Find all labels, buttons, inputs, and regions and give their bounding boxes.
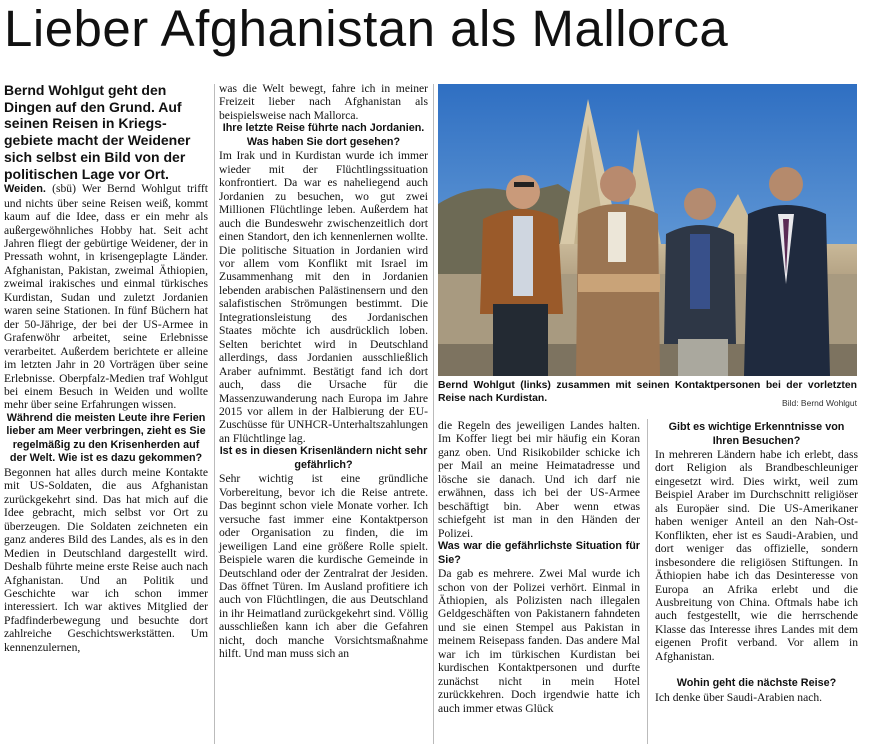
headline: Lieber Afghanistan als Mallorca (4, 0, 729, 57)
body-text: (sbü) Wer Bernd Wohlgut trifft und nichts über seine Reisen weiß, kommt kaum auf die Idee, dass er ein mehr als außergewöhnliches Hobby hat. Seit acht Jahren fliegt der gebürtige Weidener, der in Pressath wohnt, in krisengeplagte Länder. Afghanistan, Pakistan, zweimal Äthiopien, zweimal irakisches und einmal türkisches Kurdistan, Sudan und zuletzt Jordanien waren seine Stationen. In fünf Büchern hat der 50-Jährige, der bei der US-Armee in Grafenwöhr arbeitet, seine Erlebnisse verarbeitet. Außerdem berichtete er alleine im letzten Jahr in 20 Vorträgen über seine Erlebnisse. Oberpfalz-Medien traf Wohlgut bei einem Besuch in Weiden und wollte mehr über seine Erfahrungen wissen. (4, 182, 208, 412)
interview-question: Ist es in diesen Krisenländern nicht sehr gefährlich? (219, 445, 428, 471)
answer-paragraph: was die Welt bewegt, fahre ich in meiner Freizeit lieber nach Afghanistan als beispielsweise nach Mallorca. (219, 82, 428, 122)
column-divider (433, 84, 434, 744)
column-divider (647, 419, 648, 744)
article-column-1 (4, 82, 208, 654)
photo-caption: Bernd Wohlgut (links) zusammen mit seinen Kontaktpersonen bei der vorletzten Reise nach Kurdistan. (438, 380, 857, 404)
interview-question: Wohin geht die nächste Reise? (676, 677, 837, 690)
kurdistan-group-photo (438, 84, 857, 376)
answer-paragraph: die Regeln des jeweiligen Landes halten. Im Koffer liegt bei mir häufig ein Koran ganz oben. Und Risikobilder schicke ich per Mail an meine Heimatadresse und lösche sie danach. Und ich darf nie erwähnen, dass ich bei der US-Armee beschäftigt bin. Aber wenn etwas schiefgeht ist man in den Händen der Polizei. (438, 419, 640, 540)
article-column-4 (655, 419, 858, 704)
answer-paragraph: Begonnen hat alles durch meine Kontakte mit US-Soldaten, die aus Afghanistan zurückgekehrt sind. Das hat mich auf die Idee gebracht, mich selbst vor Ort zu überzeugen. Die Soldaten zeichneten ein ganz anderes Bild des Landes, als es in den Medien in Deutschland dargestellt wird. Deshalb führte meine erste Reise auch nach Afghanistan. Und an Politik und Geschichte war ich schon immer interessiert. Ich war aktives Mitglied der Pfadfinderbewegung und besuchte dort zahlreiche Geschichtswerkstätten. Um kennenzulernen, (4, 465, 208, 654)
dateline: Weiden. (4, 183, 46, 196)
photo-credit: Bild: Bernd Wohlgut (782, 398, 857, 408)
answer-paragraph: In mehreren Ländern habe ich erlebt, dass dort Religion als Brandbeschleuniger eingesetzt wird. Dies wirkt, weil zum Beispiel Araber im Durchschnitt religiöser als Europäer sind. Die US-Amerikaner haben weniger Anteil an den Nah-Ost-Konflikten, eher ist es Saudi-Arabien, und dort weniger das offizielle, sondern insbesondere die religiösen Stiftungen. In Äthiopien habe ich das Desinteresse von Europa an Afrika erlebt und die Ausbreitung von China. Oftmals habe ich auch festgestellt, wie die herrschende Klasse das Interesse ihres Landes mit dem eigenen Profit verband. Vor allem in Afghanistan. (655, 448, 858, 663)
interview-question: Während die meisten Leute ihre Ferien lieber am Meer verbringen, zieht es Sie regelmäßig zu den Krisenherden auf der Welt. Wie ist es dazu gekommen? (6, 411, 206, 465)
answer-paragraph: Sehr wichtig ist eine gründliche Vorbereitung, bevor ich die Reise antrete. Das beginnt schon viele Monate vorher. Ich versuche fast immer eine Kontaktperson oder Organisation zu finden, die im jeweiligen Land eine größere Rolle spielt. Beispiele waren die kurdische Gemeinde in Deutschland oder der Zentralrat der Jesiden. Das öffnet Türen. Im Ausland profitiere ich auch von Flüchtlingen, die aus Deutschland in ihr Heimatland zurückgekehrt sind. Völlig ausschließen kann ich aber die Gefahren nicht, doch manche Vorsichtsmaßnahme hilft. Und man muss sich an (219, 472, 428, 661)
interview-question: Gibt es wichtige Erkenntnisse von Ihren Besuchen? (668, 421, 845, 447)
article-column-3 (438, 419, 640, 715)
interview-question: Was war die gefährlichste Situation für Sie? (438, 540, 640, 566)
body-paragraph (4, 182, 208, 412)
interview-question: Ihre letzte Reise führte nach Jordanien. Was haben Sie dort gesehen? (222, 122, 425, 148)
article-column-2 (219, 82, 428, 661)
photo-four-men-icon (438, 84, 857, 376)
lead-paragraph: Bernd Wohlgut geht den Dingen auf den Grund. Auf seinen Reisen in Kriegs-gebiete macht der Weidener sich selbst ein Bild von der politischen Lage vor Ort. (4, 82, 191, 182)
column-divider (214, 84, 215, 744)
answer-paragraph: Ich denke über Saudi-Arabien nach. (655, 690, 823, 704)
answer-paragraph: Im Irak und in Kurdistan wurde ich immer wieder mit der Flüchtlingssituation konfrontiert. Da war es naheliegend auch Jordanien zu besuchen, wo gut zwei Millionen Flüchtlinge leben. Außerdem hat auch die Bundeswehr zwischenzeitlich dort einen Standort, den ich kennenlernen wollte. Die politische Situation in Jordanien wird vor allem vom Konflikt mit Israel im Zusammenhang mit den in Jordanien lebenden arabischen Palästinensern und den salafistischen Strömungen bestimmt. Die Integrationsleistung des Jordanischen Staates möchte ich ausdrücklich loben. Selten berichtet wird in Deutschland allerdings, dass Jordanien ausschließlich Araber aufnimmt. Bestätigt fand ich dort auch, dass die Ursache für die Massenzuwanderung nach Europa im Jahre 2015 vor allem in der Halbierung der EU-Zuschüsse für UNHCR-Unterhaltszahlungen an Flüchtlinge lag. (219, 149, 428, 445)
answer-paragraph: Da gab es mehrere. Zwei Mal wurde ich schon von der Polizei verhört. Einmal in Äthiopien, als Polizisten nach illegalen Geldgeschäften von Pakistanern fahndeten und sie einen Stempel aus Pakistan in meinem Reisepass fanden. Das andere Mal war ich im türkischen Kurdistan bei kurdischen Kontaktpersonen und durfte zunächst nicht in mein Hotel zurückkehren. Doch irgendwie hatte ich auch immer etwas Glück (438, 567, 640, 715)
